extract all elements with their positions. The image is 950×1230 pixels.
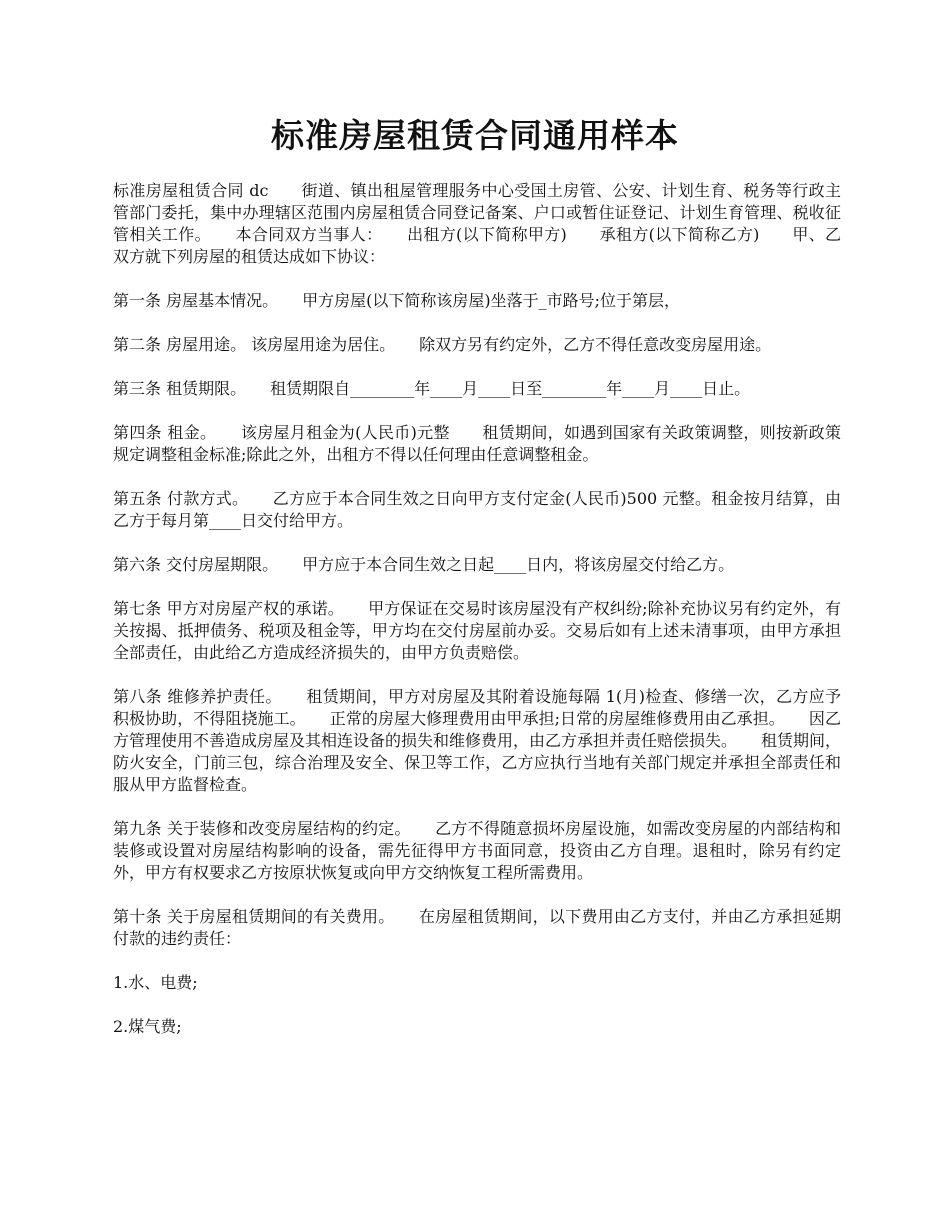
paragraph-article-6: 第六条 交付房屋期限。 甲方应于本合同生效之日起____日内，将该房屋交付给乙方。 — [113, 555, 735, 574]
paragraph-article-4: 第四条 租金。 该房屋月租金为(人民币)元整 租赁期间，如遇到国家有关政策调整，则按新政策规定调整租金标准;除此之外，出租方不得以任何理由任意调整租金。 — [113, 423, 841, 464]
paragraph-article-10: 第十条 关于房屋租赁期间的有关费用。 在房屋租赁期间，以下费用由乙方支付，并由乙方承担延期付款的违约责任： — [113, 907, 841, 948]
document-title: 标准房屋租赁合同通用样本 — [271, 116, 679, 155]
paragraph-article-3: 第三条 租赁期限。 租赁期限自________年____月____日至________年____月____日止。 — [113, 379, 751, 398]
list-item-gas: 2.煤气费; — [113, 1017, 182, 1036]
paragraph-article-9: 第九条 关于装修和改变房屋结构的约定。 乙方不得随意损坏房屋设施，如需改变房屋的内部结构和装修或设置对房屋结构影响的设备，需先征得甲方书面同意，投资由乙方自理。退租时，除另有约定外，甲方有权要求乙方按原状恢复或向甲方交纳恢复工程所需费用。 — [113, 819, 841, 882]
paragraph-article-1: 第一条 房屋基本情况。 甲方房屋(以下简称该房屋)坐落于_市路号;位于第层， — [113, 291, 680, 310]
paragraph-article-8: 第八条 维修养护责任。 租赁期间，甲方对房屋及其附着设施每隔 1(月)检查、修缮一次，乙方应予积极协助，不得阻挠施工。 正常的房屋大修理费用由甲承担;日常的房屋维修费用由乙承担。 因乙方管理使用不善造成房屋及其相连设备的损失和维修费用，由乙方承担并责任赔偿损失。 租赁期间，防火安全，门前三包，综合治理及安全、保卫等工作，乙方应执行当地有关部门规定并承担全部责任和服从甲方监督检查。 — [113, 687, 842, 794]
document-body — [113, 180, 841, 1060]
paragraph-article-2: 第二条 房屋用途。 该房屋用途为居住。 除双方另有约定外，乙方不得任意改变房屋用途。 — [113, 335, 772, 354]
paragraph-article-7: 第七条 甲方对房屋产权的承诺。 甲方保证在交易时该房屋没有产权纠纷;除补充协议另有约定外，有关按揭、抵押债务、税项及租金等，甲方均在交付房屋前办妥。交易后如有上述未清事项，由甲方承担全部责任，由此给乙方造成经济损失的，由甲方负责赔偿。 — [113, 599, 841, 662]
paragraph-intro: 标准房屋租赁合同 dc 街道、镇出租屋管理服务中心受国土房管、公安、计划生育、税务等行政主管部门委托，集中办理辖区范围内房屋租赁合同登记备案、户口或暂住证登记、计划生育管理、税收征管相关工作。 本合同双方当事人： 出租方(以下简称甲方) 承租方(以下简称乙方) 甲、乙双方就下列房屋的租赁达成如下协议： — [113, 181, 841, 266]
list-item-utilities: 1.水、电费; — [113, 973, 198, 992]
paragraph-article-5: 第五条 付款方式。 乙方应于本合同生效之日向甲方支付定金(人民币)500 元整。租金按月结算，由乙方于每月第____日交付给甲方。 — [113, 489, 841, 530]
